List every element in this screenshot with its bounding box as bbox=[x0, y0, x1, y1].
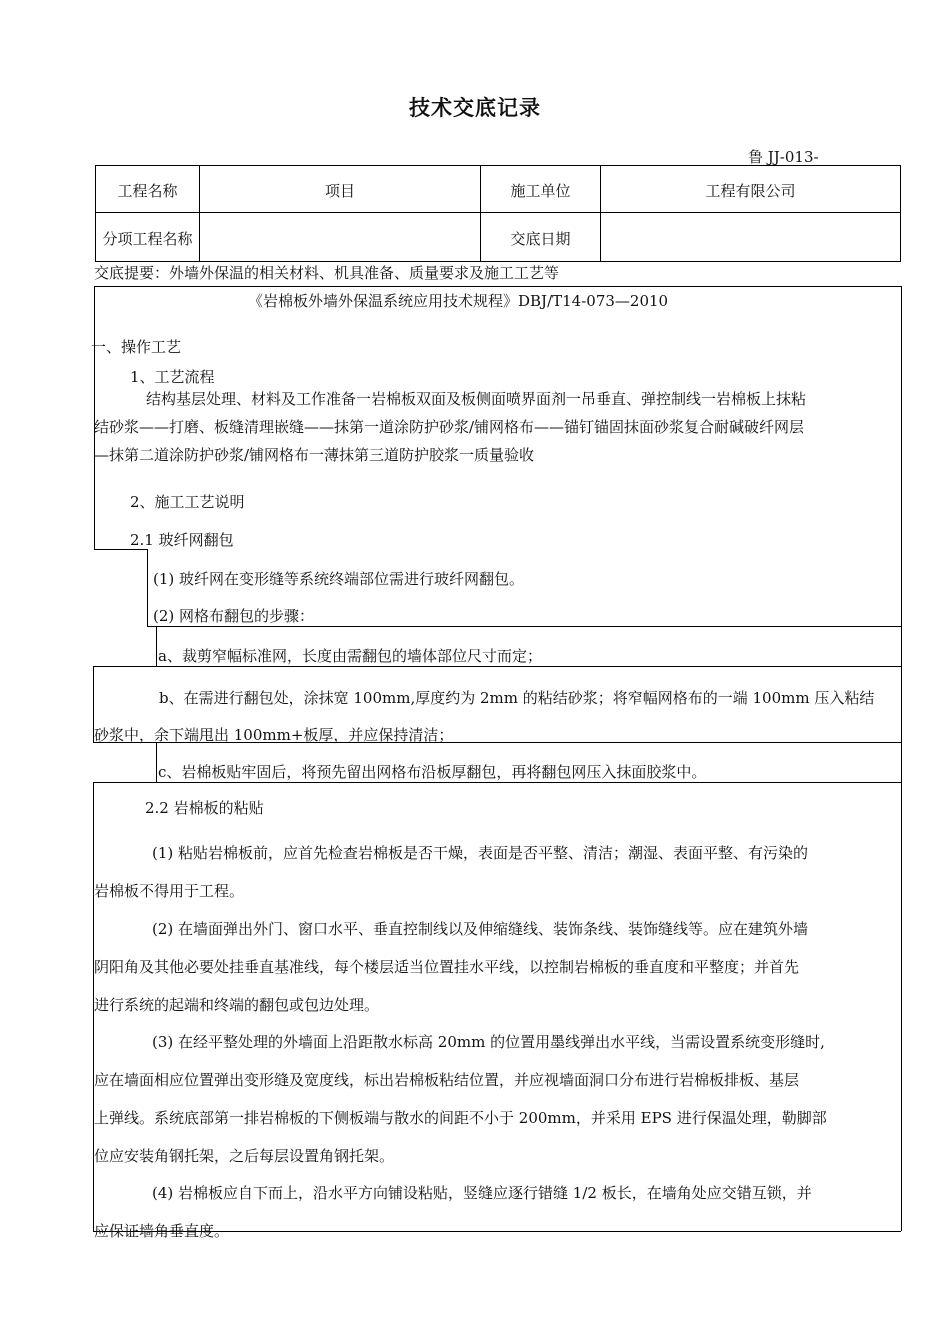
body-step-line bbox=[93, 666, 901, 667]
body-step-line bbox=[147, 626, 156, 627]
document-title: 技术交底记录 bbox=[409, 96, 541, 120]
paragraph: (3) 在经平整处理的外墙面上沿距散水标高 20mm 的位置用墨线弹出水平线，当需设置系统变形缝时, 应在墙面相应位置弹出变形缝及宽度线，标出岩棉板粘结位置，并应视墙面洞口分布进行岩棉板排板、基层 上弹线。系统底部第一排岩棉板的下侧板端与散水的间距不小于 200mm，并采用 EPS 进行保温处理，勒脚部 位应安装角钢托架，之后每层设置角钢托架。 bbox=[94, 1033, 827, 1165]
table-border-top bbox=[95, 165, 901, 166]
briefing-summary: 交底提要：外墙外保温的相关材料、机具准备、质量要求及施工工艺等 bbox=[94, 264, 560, 282]
body-border-top bbox=[94, 286, 902, 287]
document-number: 鲁 JJ-013- bbox=[748, 148, 819, 166]
body-step-line bbox=[156, 626, 901, 627]
list-item: b、在需进行翻包处，涂抹宽 100mm,厚度约为 2mm 的粘结砂浆；将窄幅网格布的一端 100mm 压入粘结 砂浆中，余下端甩出 100mm+板厚，并应保持清洁； bbox=[94, 689, 875, 744]
subsection-heading: 1、工艺流程 bbox=[130, 368, 215, 386]
project-name-label: 工程名称 bbox=[117, 182, 178, 200]
list-item: (1) 玻纤网在变形缝等系统终端部位需进行玻纤网翻包。 bbox=[153, 570, 525, 588]
project-name-value: 项目 bbox=[324, 182, 355, 200]
sub-project-label: 分项工程名称 bbox=[102, 230, 193, 248]
table-border-right bbox=[900, 165, 901, 261]
subsection-heading: 2.2 岩棉板的粘贴 bbox=[145, 799, 264, 817]
subsection-heading: 2.1 玻纤网翻包 bbox=[130, 531, 234, 549]
paragraph: (2) 在墙面弹出外门、窗口水平、垂直控制线以及伸缩缝线、装饰条线、装饰缝线等。应在建筑外墙 阴阳角及其他必要处挂垂直基准线，每个楼层适当位置挂水平线，以控制岩棉板的垂直度和平整度；并首先 进行系统的起端和终端的翻包或包边处理。 bbox=[94, 920, 809, 1014]
body-step-line bbox=[147, 549, 148, 626]
standard-reference: 《岩棉板外墙外保温系统应用技术规程》DBJ/T14-073—2010 bbox=[248, 292, 669, 310]
table-row-divider bbox=[95, 212, 901, 213]
body-border-right bbox=[901, 286, 902, 1231]
list-item: (2) 网格布翻包的步骤： bbox=[153, 607, 315, 625]
contractor-label: 施工单位 bbox=[510, 182, 571, 200]
list-item: a、裁剪窄幅标准网，长度由需翻包的墙体部位尺寸而定； bbox=[158, 647, 542, 665]
process-flow-text: 结构基层处理、材料及工作准备一岩棉板双面及板侧面喷界面剂一吊垂直、弹控制线一岩棉板上抹粘 结砂浆——打磨、板缝清理嵌缝——抹第一道涂防护砂浆/铺网格布——锚钉锚固抹面砂浆复合耐碱破纤网层 —抹第二道涂防护砂浆/铺网格布一薄抹第三道防护胶浆一质量验收 bbox=[94, 390, 807, 464]
contractor-value: 工程有限公司 bbox=[705, 182, 796, 200]
paragraph: (4) 岩棉板应自下而上，沿水平方向铺设粘贴，竖缝应逐行错缝 1/2 板长，在墙角处应交错互锁，并 应保证墙角垂直度。 bbox=[94, 1184, 812, 1240]
body-step-line bbox=[93, 782, 901, 783]
paragraph: (1) 粘贴岩棉板前，应首先检查岩棉板是否干燥，表面是否平整、清洁；潮湿、表面平整、有污染的 岩棉板不得用于工程。 bbox=[94, 844, 809, 900]
list-item: c、岩棉板贴牢固后，将预先留出网格布沿板厚翻包，再将翻包网压入抹面胶浆中。 bbox=[158, 763, 707, 781]
subsection-heading: 2、施工工艺说明 bbox=[130, 493, 245, 511]
date-label: 交底日期 bbox=[510, 230, 571, 248]
section-heading: 一、操作工艺 bbox=[91, 338, 182, 356]
body-step-line bbox=[156, 626, 157, 667]
